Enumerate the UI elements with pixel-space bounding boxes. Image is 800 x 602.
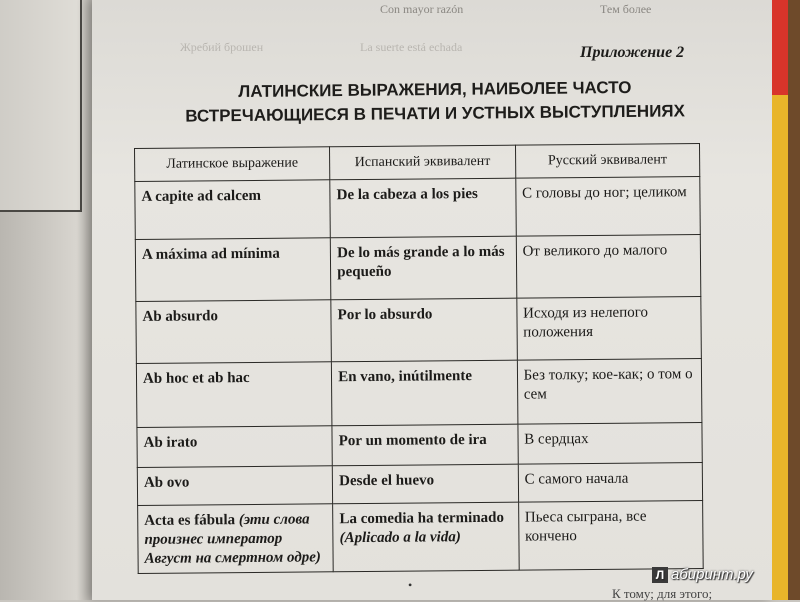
table-row — [136, 297, 702, 364]
cell-spanish-text: La comedia ha terminado — [339, 509, 505, 528]
cell-russian: Пьеса сыграна, все кончено — [518, 501, 703, 571]
top-bleed-right: Тем более — [600, 2, 652, 16]
cell-spanish: En vano, inútilmente — [332, 360, 518, 426]
cell-spanish: Por un momento de ira — [332, 424, 518, 466]
cell-spanish: Por lo absurdo — [331, 298, 517, 362]
left-page-box — [0, 0, 82, 212]
cell-latin-note: (эти слова произнес император Август на смертном одре) — [144, 511, 321, 567]
appendix-label: Приложение 2 — [580, 44, 685, 61]
header-latin: Латинское выражение — [135, 147, 330, 182]
table-header-row — [135, 144, 700, 182]
cell-latin: Ab absurdo — [136, 300, 332, 364]
cell-spanish — [333, 502, 519, 572]
header-russian: Русский эквивалент — [515, 144, 700, 179]
table-row — [137, 423, 702, 468]
top-bleed-left: Con mayor razón — [380, 2, 464, 16]
cell-russian: В сердцах — [518, 423, 703, 465]
watermark-text: абиринт.ру — [671, 566, 753, 583]
ghost-text-right: Жребий брошен — [180, 40, 264, 54]
cell-spanish-note: (Aplicado a la vida) — [339, 529, 461, 547]
page-title — [145, 75, 725, 129]
table-row — [138, 501, 704, 574]
cell-russian: С самого начала — [518, 463, 703, 503]
cell-latin: A máxima ad mínima — [135, 238, 331, 302]
table-row — [135, 177, 700, 240]
cell-spanish: De la cabeza a los pies — [330, 178, 516, 238]
page-edge-dark — [788, 0, 800, 600]
cell-spanish: Desde el huevo — [332, 464, 518, 504]
table-row — [135, 235, 701, 302]
cell-latin: Ab ovo — [137, 466, 332, 506]
page-edge-yellow — [772, 95, 788, 600]
cell-russian: С головы до ног; целиком — [515, 177, 700, 237]
latin-expressions-table — [134, 143, 704, 574]
cell-latin — [138, 504, 334, 574]
left-page — [0, 0, 96, 600]
title-line-1: ЛАТИНСКИЕ ВЫРАЖЕНИЯ, НАИБОЛЕЕ ЧАСТО — [238, 77, 632, 102]
bottom-partial-text: К тому; для этого; — [612, 586, 713, 601]
ghost-text-left: La suerte está echada — [360, 40, 463, 54]
title-line-2: ВСТРЕЧАЮЩИЕСЯ В ПЕЧАТИ И УСТНЫХ ВЫСТУПЛЕНИЯХ — [185, 101, 686, 126]
cell-latin: A capite ad calcem — [135, 180, 331, 240]
cell-latin: Ab irato — [137, 426, 333, 468]
cell-latin-text: Acta es fábula — [144, 512, 236, 529]
cell-latin: Ab hoc et ab hac — [136, 362, 332, 428]
cell-russian: От великого до малого — [516, 235, 701, 299]
watermark — [652, 566, 753, 583]
page-edge-red — [772, 0, 788, 95]
cell-spanish: De lo más grande a lo más pequeño — [330, 236, 516, 300]
top-bleed — [100, 0, 760, 20]
table-row — [137, 463, 702, 506]
cell-russian: Без толку; кое-как; о том о сем — [517, 359, 702, 425]
table-row — [136, 359, 702, 428]
header-spanish: Испанский эквивалент — [330, 145, 516, 180]
page-dot: • — [408, 578, 413, 592]
labirint-logo-icon: Л — [652, 567, 668, 583]
cell-russian: Исходя из нелепого положения — [516, 297, 701, 361]
